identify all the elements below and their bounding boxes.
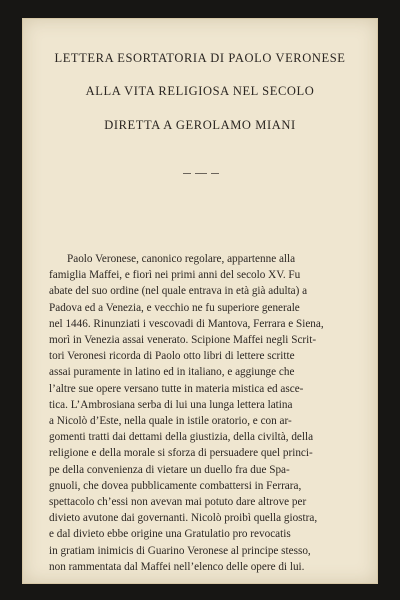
body-line-4: Padova ed a Venezia, e vecchio ne fu superiore generale bbox=[49, 301, 300, 314]
separator-middle-stroke bbox=[195, 173, 207, 174]
body-line-17: divieto avutone dai governanti. Nicolò proibì quella giostra, bbox=[49, 512, 318, 525]
body-line-14: pe della convenienza di vietare un duello fra due Spa- bbox=[49, 463, 290, 476]
body-line-15: gnuoli, che dovea pubblicamente combattersi in Ferrara, bbox=[49, 479, 302, 492]
separator-left-stroke bbox=[183, 173, 191, 174]
body-line-5: nel 1446. Rinunziati i vescovadi di Mantova, Ferrara e Siena, bbox=[49, 317, 324, 330]
body-line-11: a Nicolò d’Este, nella quale in istile oratorio, e con ar- bbox=[49, 415, 292, 428]
body-line-19: in gratiam inimicis di Guarino Veronese al principe stesso, bbox=[49, 544, 311, 557]
body-paragraph bbox=[49, 251, 359, 575]
body-line-6: morì in Venezia assai venerato. Scipione Maffei negli Scrit- bbox=[49, 334, 317, 347]
body-line-9: l’altre sue opere versano tutte in materia mistica ed asce- bbox=[49, 382, 304, 395]
body-line-12: gomenti tratti dai dettami della giustizia, della civiltà, della bbox=[49, 431, 314, 444]
body-line-13: religione e della morale si sforza di persuadere quel princi- bbox=[49, 447, 313, 460]
body-line-8: assai puramente in latino ed in italiano, e aggiunge che bbox=[49, 366, 295, 379]
body-line-10: tica. L’Ambrosiana serba di lui una lunga lettera latina bbox=[49, 398, 293, 411]
body-line-18: e dal divieto ebbe origine una Gratulatio pro revocatis bbox=[49, 528, 291, 541]
title-line-1: LETTERA ESORTATORIA DI PAOLO VERONESE bbox=[54, 51, 346, 65]
ornamental-separator bbox=[173, 170, 227, 178]
separator-right-stroke bbox=[211, 173, 219, 174]
title-block bbox=[51, 51, 349, 151]
body-line-16: spettacolo ch’essi non avevan mai potuto dare altrove per bbox=[49, 496, 307, 509]
body-line-3: abate del suo ordine (nel quale entrava in età già adulta) a bbox=[49, 285, 308, 298]
title-line-3: DIRETTA A GEROLAMO MIANI bbox=[104, 117, 296, 132]
body-line-20: non rammentata dal Maffei nell’elenco delle opere di lui. bbox=[49, 560, 305, 573]
body-line-1: Paolo Veronese, canonico regolare, appartenne alla bbox=[67, 253, 296, 265]
title-line-2: ALLA VITA RELIGIOSA NEL SECOLO bbox=[85, 84, 315, 99]
scanned-page bbox=[22, 18, 378, 584]
body-line-2: famiglia Maffei, e fiorì nei primi anni del secolo XV. Fu bbox=[49, 269, 301, 282]
body-line-7: tori Veronesi ricorda di Paolo otto libri di lettere scritte bbox=[49, 350, 295, 363]
